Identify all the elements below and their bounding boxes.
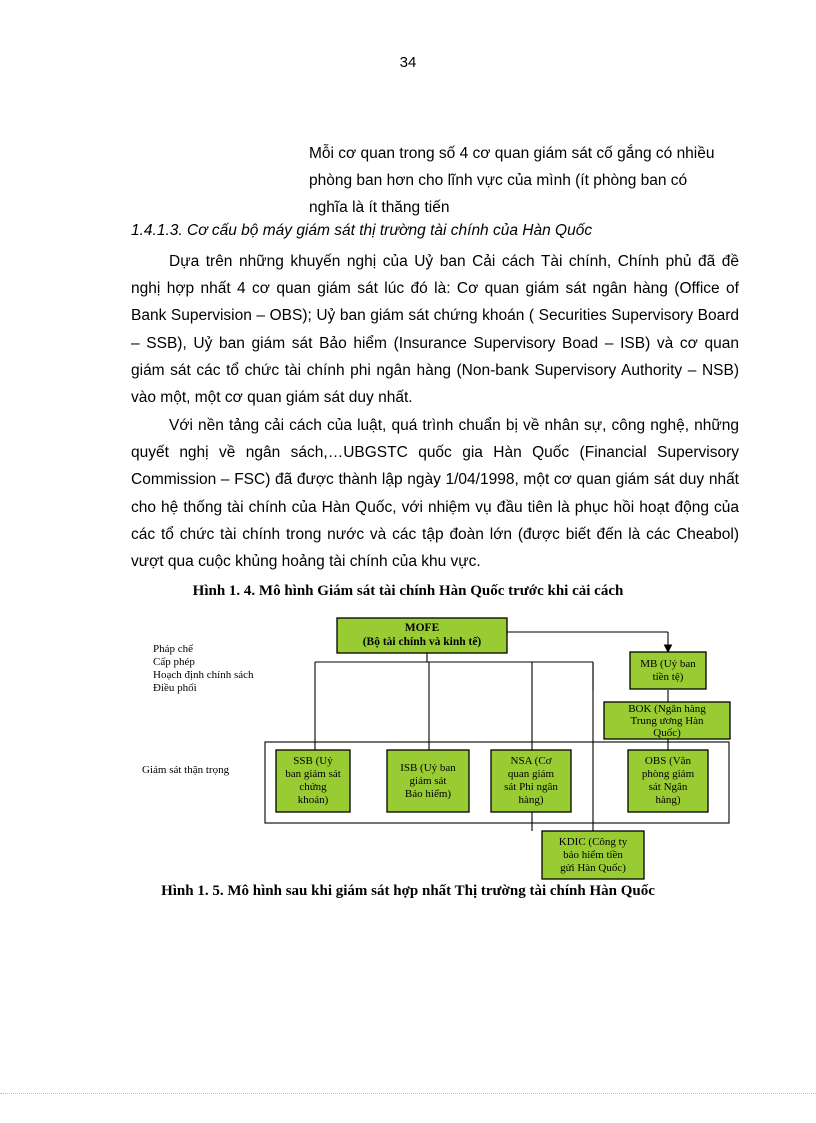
function-label: Điều phối [153,682,197,694]
mb-label: MB (Uỷ ban [640,658,696,670]
ssb-label: SSB (Uỷ [293,755,333,767]
obs-label: sát Ngân [648,781,688,793]
function-label: Pháp chế [153,643,194,655]
function-label: Cấp phép [153,656,195,668]
intro-line: nghĩa là ít thăng tiến [309,199,450,217]
kdic-box [542,831,644,879]
mb-label: tiền tệ) [652,671,684,683]
obs-label: phòng giám [641,768,695,780]
prudential-label: Giám sát thận trọng [142,764,230,776]
intro-line: Mỗi cơ quan trong số 4 cơ quan giám sát cố gắng có nhiều [309,145,715,162]
function-label: Hoạch định chính sách [153,669,254,681]
bok-label: Trung ương Hàn [630,715,704,727]
bok-label: BOK (Ngân hàng [628,703,706,715]
mofe-label: MOFE [404,622,440,634]
bok-label: Quốc) [653,727,681,739]
isb-label: giám sát [409,775,447,787]
bok-box [604,702,730,739]
nsa-box [491,750,571,812]
intro-line: phòng ban hơn cho lĩnh vực của mình (ít phòng ban có [309,172,688,190]
paragraph-2: Với nền tảng cải cách của luật, quá trình chuẩn bị về nhân sự, công nghệ, những quyết nghị về ngân sách,…UBGSTC quốc gia Hàn Quốc (Financial Supervisory Commission – FSC) đã được thành lập ngày 1/04/1998, một cơ quan giám sát duy nhất cho hệ thống tài chính của Hàn Quốc, với nhiệm vụ đầu tiên là phục hồi hoạt động của các tổ chức tài chính trong nước và các tập đoàn lớn (được biết đến là các Cheabol) vượt qua cuộc khủng hoảng tài chính của khu vực. [131,417,739,571]
nsa-label: quan giám [507,768,555,780]
isb-label: ISB (Uỷ ban [400,762,456,774]
kdic-label: gửi Hàn Quốc) [560,862,626,874]
kdic-label: bảo hiểm tiền [563,849,623,861]
page-bottom-rule [0,1093,816,1094]
mofe-box [337,618,507,653]
ssb-box [276,750,350,812]
nsa-label: sát Phi ngân [504,781,558,793]
figure-2-caption: Hình 1. 5. Mô hình sau khi giám sát hợp nhất Thị trường tài chính Hàn Quốc [161,883,655,899]
ssb-label: khoán) [297,794,329,806]
mofe-label: (Bộ tài chính và kinh tế) [362,636,482,648]
mb-box [630,652,706,689]
obs-label: OBS (Văn [644,755,692,767]
ssb-label: chứng [299,781,327,793]
page-number: 34 [399,54,417,71]
isb-box [387,750,469,812]
ssb-label: ban giám sát [285,768,341,780]
isb-label: Bảo hiểm) [404,788,452,800]
kdic-label: KDIC (Công ty [558,836,628,848]
section-heading: 1.4.1.3. Cơ cấu bộ máy giám sát thị trường tài chính của Hàn Quốc [131,222,593,239]
nsa-label: NSA (Cơ [510,755,552,767]
obs-box [628,750,708,812]
obs-label: hàng) [655,794,681,806]
figure-1-caption: Hình 1. 4. Mô hình Giám sát tài chính Hàn Quốc trước khi cải cách [192,583,624,599]
nsa-label: hàng) [518,794,544,806]
paragraph-1: Dựa trên những khuyến nghị của Uỷ ban Cải cách Tài chính, Chính phủ đã đề nghị hợp nhất 4 cơ quan giám sát lúc đó là: Cơ quan giám sát ngân hàng (Office of Bank Supervision – OBS); Uỷ ban giám sát chứng khoán ( Securities Supervisory Board – SSB), Uỷ ban giám sát Bảo hiểm (Insurance Supervisory Boad – ISB) và cơ quan giám sát các tổ chức tài chính phi ngân hàng (Non-bank Supervisory Authority – NSB) vào một, một cơ quan giám sát duy nhất. [131,253,739,407]
